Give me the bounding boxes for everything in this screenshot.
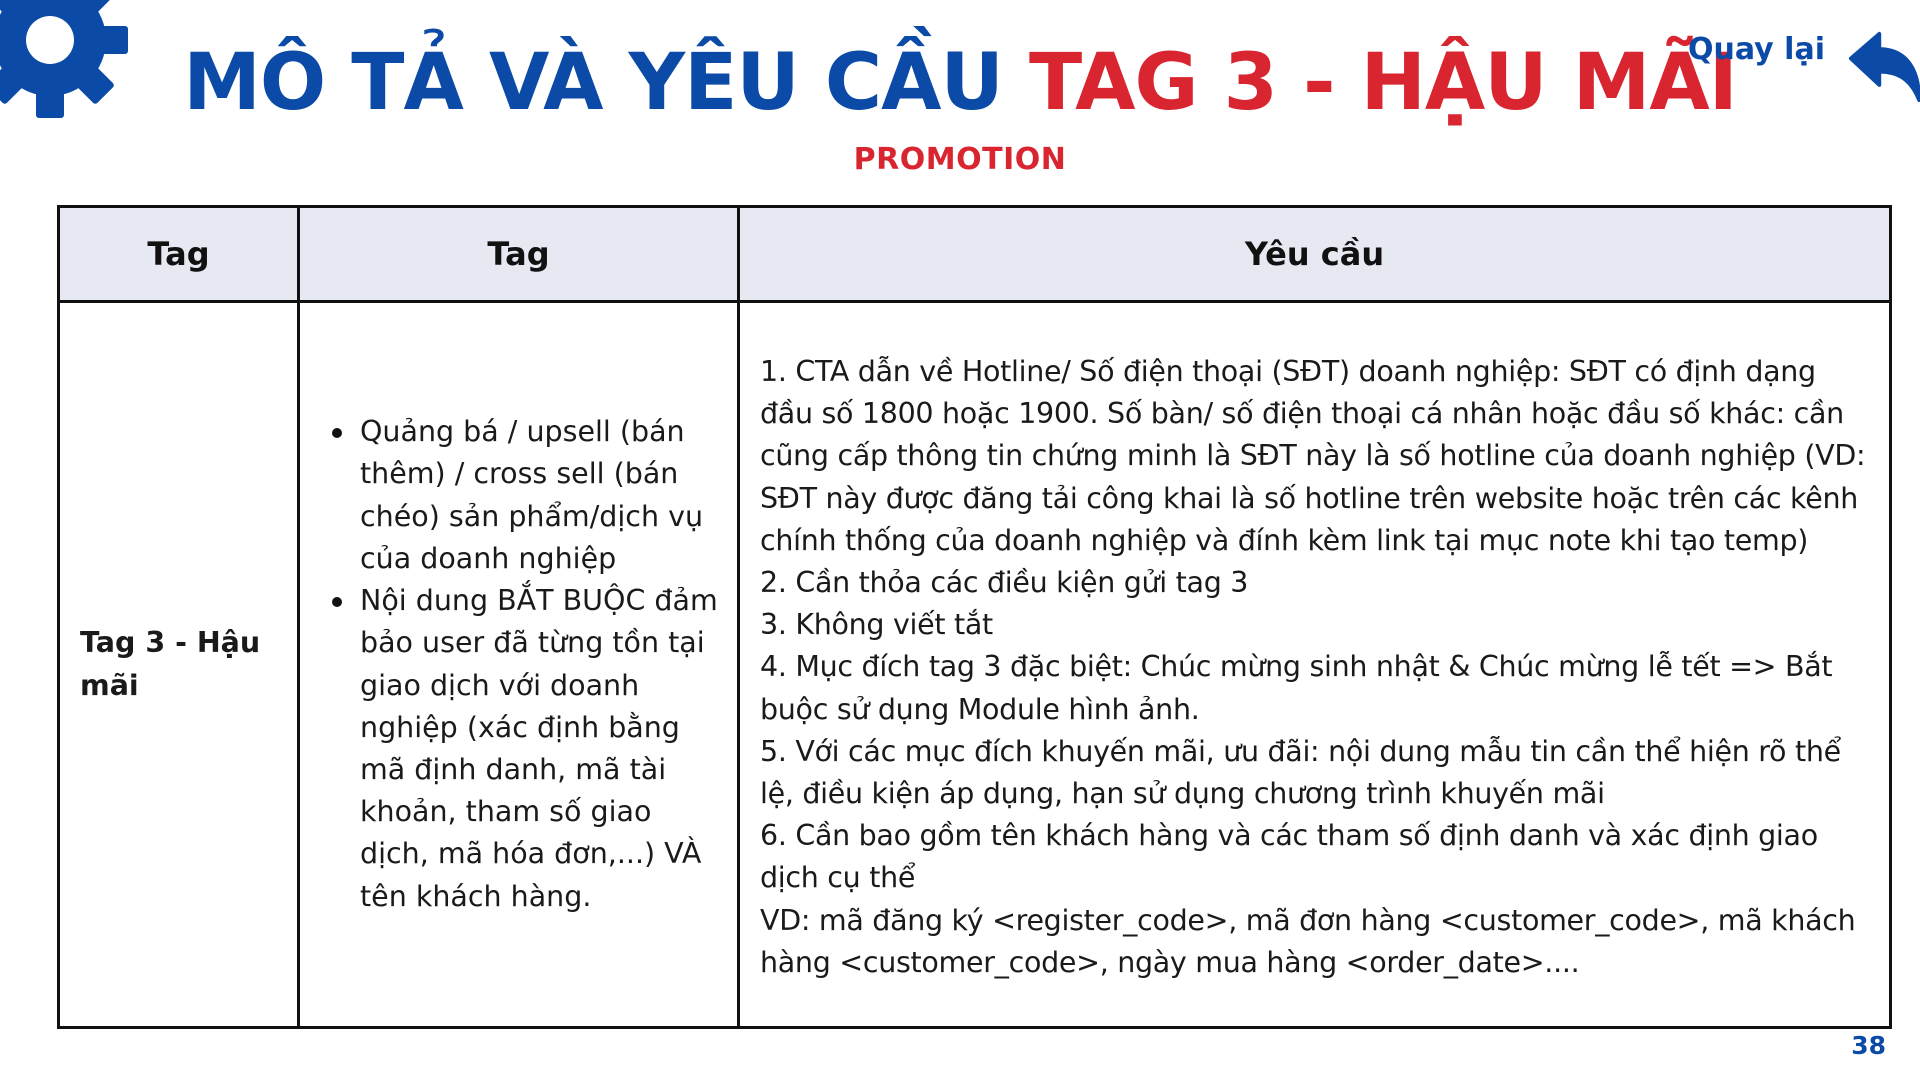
requirement-item: 1. CTA dẫn về Hotline/ Số điện thoại (SĐT) doanh nghiệp: SĐT có định dạng đầu số 1800 hoặc 1900. Số bàn/ số điện thoại cá nhân hoặc đầu số khác: cần cũng cấp thông tin chứng minh là SĐT này là số hotline của doanh nghiệp (VD: SĐT này được đăng tải công khai là số hotline trên website hoặc trên các kênh chính thống của doanh nghiệp và đính kèm link tại mục note khi tạo temp) [760,354,1866,557]
requirements-table [57,205,1892,1029]
requirement-item: 4. Mục đích tag 3 đặc biệt: Chúc mừng sinh nhật & Chúc mừng lễ tết => Bắt buộc sử dụng Module hình ảnh. [760,650,1833,726]
requirement-item: 6. Cần bao gồm tên khách hàng và các tham số định danh và xác định giao dịch cụ thể [760,819,1818,895]
requirements-cell [739,302,1891,1028]
table-row [59,302,1891,1028]
table-header-row [59,207,1891,302]
bullet-item: Quảng bá / upsell (bán thêm) / cross sell (bán chéo) sản phẩm/dịch vụ của doanh nghiệp [360,411,719,580]
requirement-item: 5. Với các mục đích khuyến mãi, ưu đãi: nội dung mẫu tin cần thể hiện rõ thể lệ, điều kiện áp dụng, hạn sử dụng chương trình khuyến mãi [760,734,1841,810]
bullet-item: Nội dung BẮT BUỘC đảm bảo user đã từng tồn tại giao dịch với doanh nghiệp (xác định bằng mã định danh, mã tài khoản, tham số giao dịch, mã hóa đơn,...) VÀ tên khách hàng. [360,580,719,918]
title-highlight: TAG 3 - HẬU MÃI [1028,38,1737,128]
subtitle: PROMOTION [853,142,1067,177]
back-arrow-icon [1847,30,1920,104]
page-title [0,28,1920,138]
requirement-item: 2. Cần thỏa các điều kiện gửi tag 3 [760,565,1249,599]
back-button[interactable] [1688,30,1920,104]
requirement-example: VD: mã đăng ký <register_code>, mã đơn hàng <customer_code>, mã khách hàng <customer_code>, ngày mua hàng <order_date>.... [760,903,1856,979]
tag-description-cell [299,302,739,1028]
column-header-requirements: Yêu cầu [739,207,1891,302]
column-header-tag: Tag [59,207,299,302]
back-label: Quay lại [1688,32,1825,67]
tag-name-cell: Tag 3 - Hậu mãi [59,302,299,1028]
title-main: MÔ TẢ VÀ YÊU CẦU [183,38,1029,128]
requirement-item: 3. Không viết tắt [760,608,993,642]
page-number: 38 [1851,1031,1886,1060]
column-header-tag-description: Tag [299,207,739,302]
bullet-list [330,411,719,917]
